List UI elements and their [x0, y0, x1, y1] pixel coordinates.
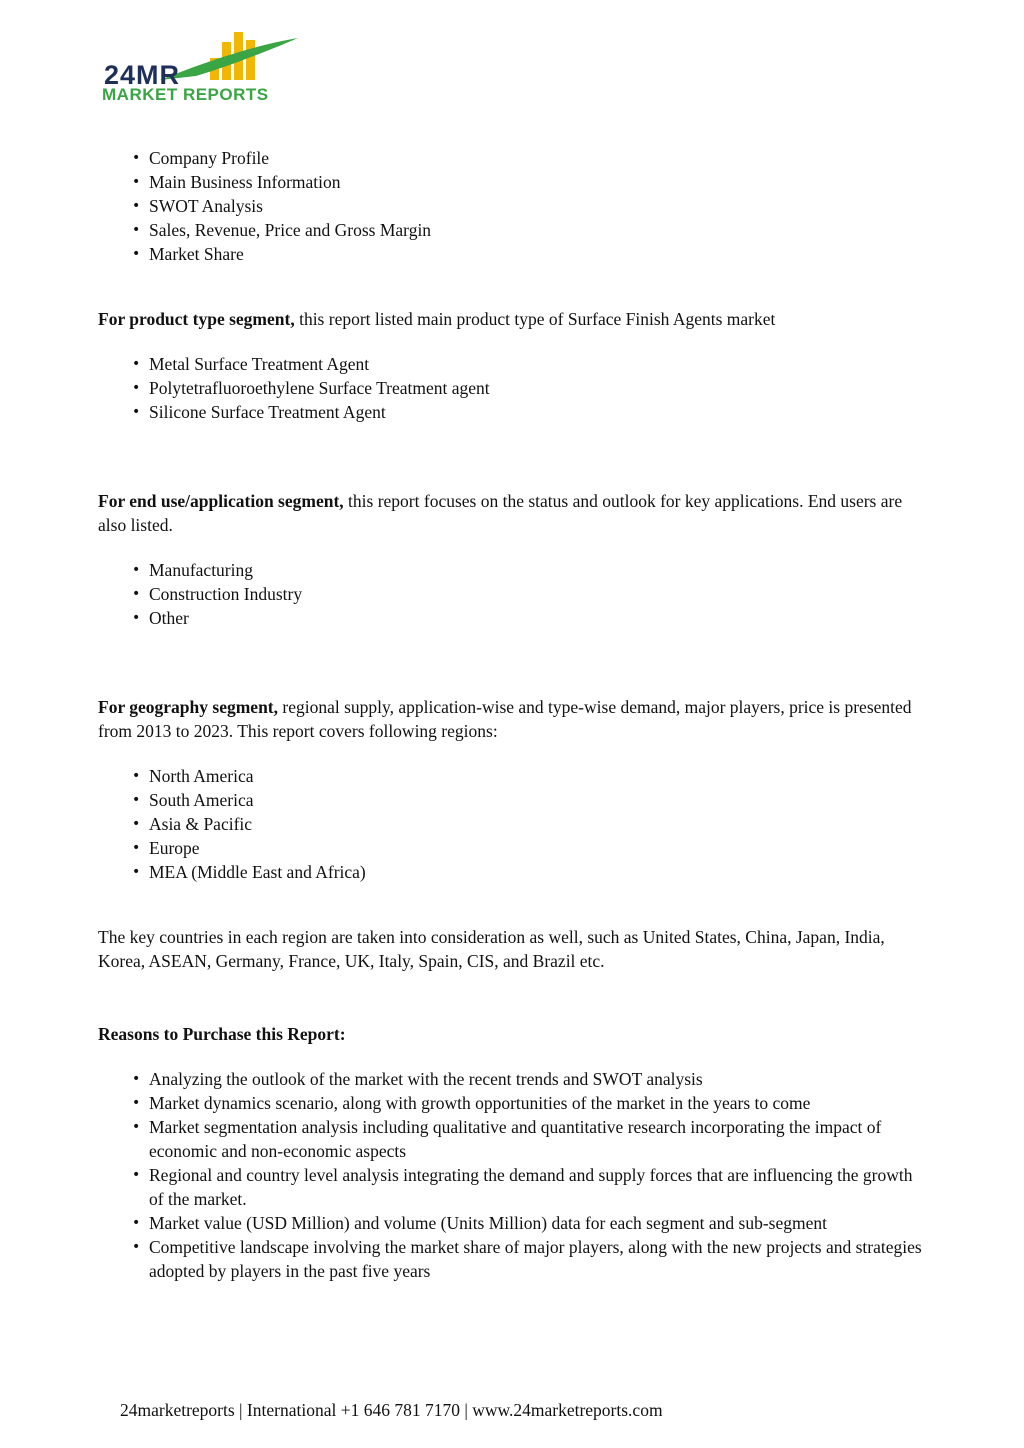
list-item: • Market segmentation analysis including qualitative and quantitative research incorporating the impact of economic and non-economic aspects — [98, 1115, 928, 1163]
list-item: • Sales, Revenue, Price and Gross Margin — [98, 218, 928, 242]
list-item: • Manufacturing — [98, 558, 928, 582]
application-paragraph — [98, 489, 928, 537]
company-logo — [100, 28, 310, 108]
application-heading: For end use/application segment, — [98, 491, 344, 511]
list-item: • Metal Surface Treatment Agent — [98, 352, 928, 376]
product-type-list — [98, 352, 928, 424]
list-item: • SWOT Analysis — [98, 194, 928, 218]
list-item: • MEA (Middle East and Africa) — [98, 860, 928, 884]
company-info-list — [98, 146, 928, 266]
list-item: • Market Share — [98, 242, 928, 266]
list-item: • North America — [98, 764, 928, 788]
list-item: • South America — [98, 788, 928, 812]
geography-paragraph — [98, 695, 928, 743]
list-item: • Asia & Pacific — [98, 812, 928, 836]
document-body — [98, 146, 928, 1283]
list-item: • Silicone Surface Treatment Agent — [98, 400, 928, 424]
countries-paragraph: The key countries in each region are taken into consideration as well, such as United States, China, Japan, India, Korea, ASEAN, Germany, France, UK, Italy, Spain, CIS, and Brazil etc. — [98, 927, 885, 971]
geography-heading: For geography segment, — [98, 697, 278, 717]
list-item: • Main Business Information — [98, 170, 928, 194]
list-item: • Market value (USD Million) and volume (Units Million) data for each segment and sub-segment — [98, 1211, 928, 1235]
list-item: • Polytetrafluoroethylene Surface Treatment agent — [98, 376, 928, 400]
list-item: • Company Profile — [98, 146, 928, 170]
reasons-heading-text: Reasons to Purchase this Report: — [98, 1024, 346, 1044]
list-item: • Other — [98, 606, 928, 630]
product-type-paragraph — [98, 307, 928, 331]
reasons-list — [98, 1067, 928, 1283]
product-type-text: this report listed main product type of Surface Finish Agents market — [294, 309, 776, 329]
application-text: this report focuses on the status and outlook for key applications. End users are also listed. — [98, 491, 903, 535]
geography-text: regional supply, application-wise and type-wise demand, major players, price is presented from 2013 to 2023. This report covers following regions: — [98, 697, 912, 741]
list-item: • Europe — [98, 836, 928, 860]
list-item: • Competitive landscape involving the market share of major players, along with the new projects and strategies adopted by players in the past five years — [98, 1235, 928, 1283]
geography-list — [98, 764, 928, 884]
logo-bottom-text: MARKET REPORTS — [102, 85, 269, 104]
product-type-heading: For product type segment, — [98, 309, 295, 329]
reasons-heading — [98, 1022, 928, 1046]
page-footer: 24marketreports | International +1 646 781 7170 | www.24marketreports.com — [120, 1400, 663, 1420]
list-item: • Regional and country level analysis integrating the demand and supply forces that are influencing the growth of the market. — [98, 1163, 928, 1211]
list-item: • Market dynamics scenario, along with growth opportunities of the market in the years to come — [98, 1091, 928, 1115]
list-item: • Analyzing the outlook of the market with the recent trends and SWOT analysis — [98, 1067, 928, 1091]
logo-top-text: 24MR — [104, 60, 181, 90]
list-item: • Construction Industry — [98, 582, 928, 606]
application-list — [98, 558, 928, 630]
